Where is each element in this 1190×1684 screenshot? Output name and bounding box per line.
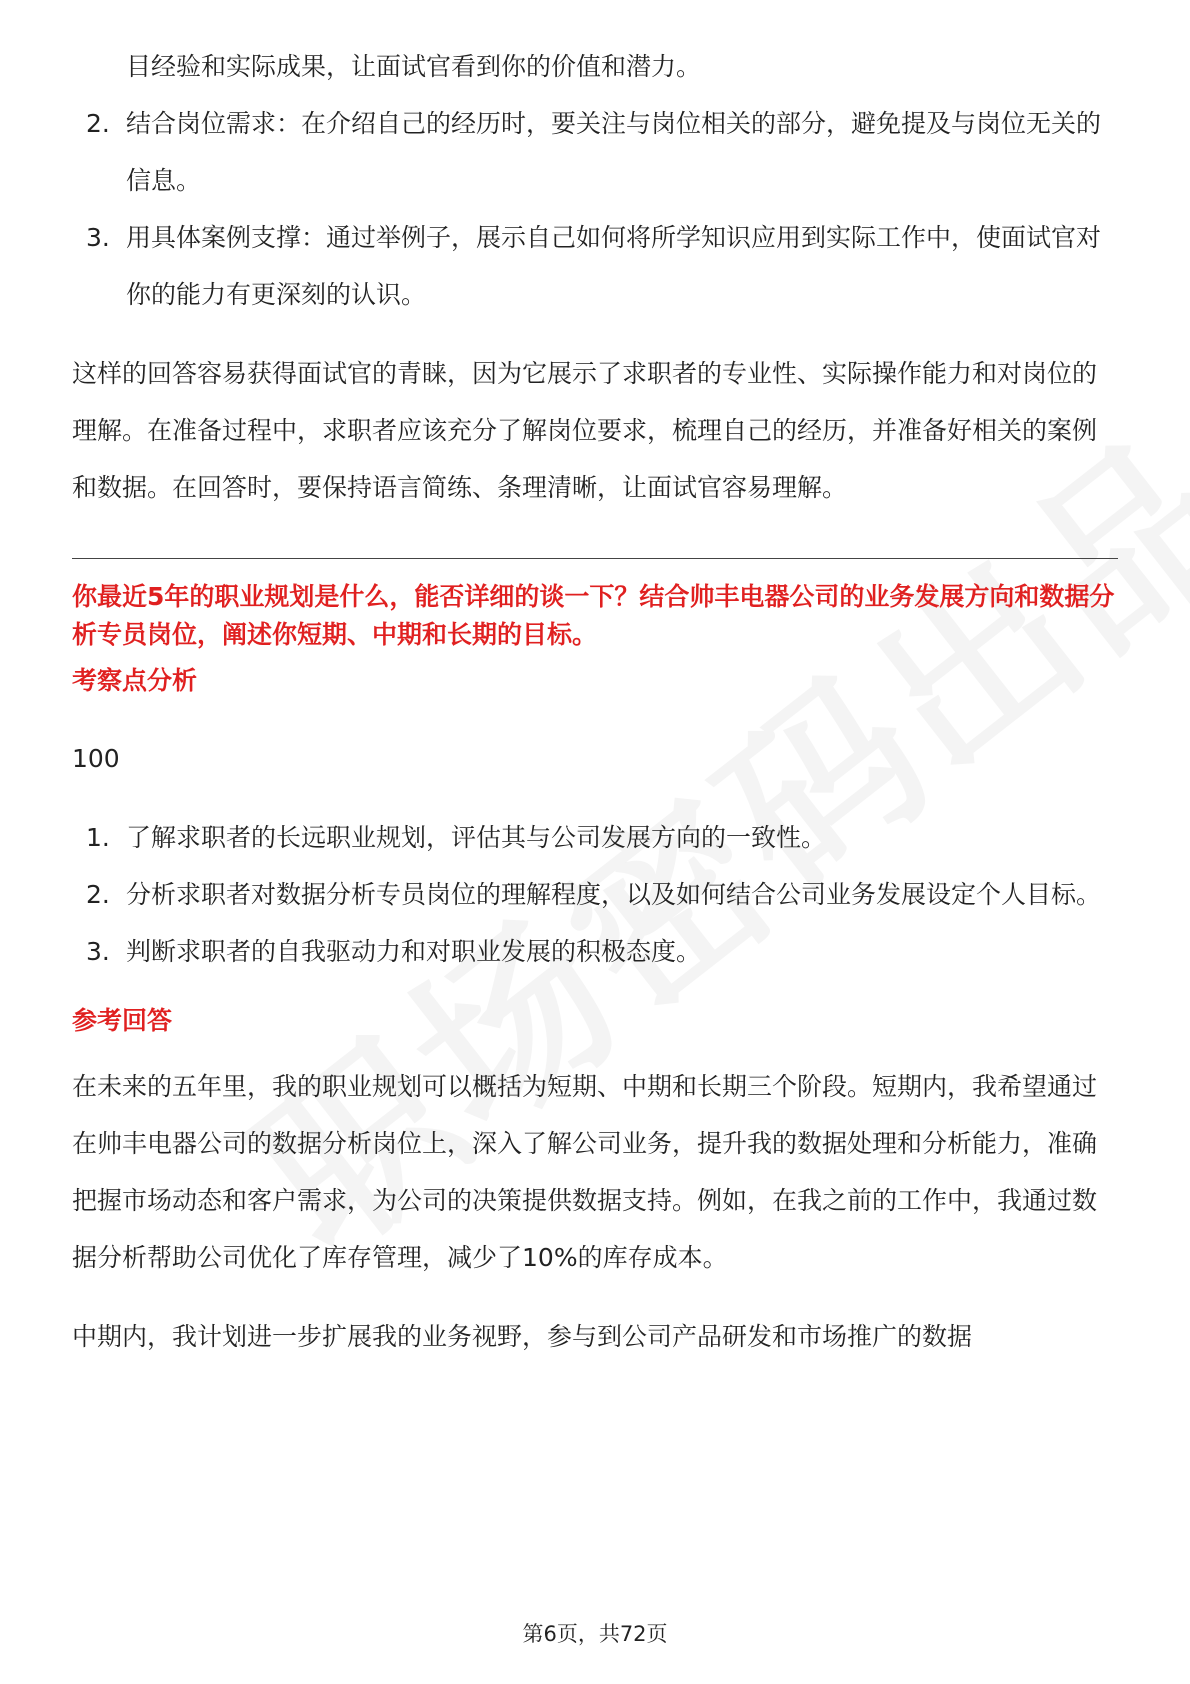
- list-text: 用具体案例支撑：通过举例子，展示自己如何将所学知识应用到实际工作中，使面试官对你的能力有更深刻的认识。: [126, 223, 1102, 309]
- list-text: 判断求职者的自我驱动力和对职业发展的积极态度。: [126, 937, 702, 966]
- list-item: [72, 95, 1118, 209]
- list-item: [72, 809, 1118, 866]
- page-content: [72, 38, 1118, 1365]
- list-number: 3.: [86, 937, 110, 966]
- answer-paragraph: 中期内，我计划进一步扩展我的业务视野，参与到公司产品研发和市场推广的数据: [72, 1322, 973, 1351]
- list-item: [72, 866, 1118, 923]
- top-list: [72, 95, 1118, 323]
- list-text: 分析求职者对数据分析专员岗位的理解程度，以及如何结合公司业务发展设定个人目标。: [126, 880, 1102, 909]
- list-text: 结合岗位需求：在介绍自己的经历时，要关注与岗位相关的部分，避免提及与岗位无关的信息。: [126, 109, 1102, 195]
- list-number: 2.: [86, 880, 110, 909]
- analysis-list: [72, 809, 1118, 980]
- list-number: 2.: [86, 109, 110, 138]
- page-footer: 第6页，共72页: [522, 1622, 668, 1646]
- list-text: 了解求职者的长远职业规划，评估其与公司发展方向的一致性。: [126, 823, 827, 852]
- list-number: 1.: [86, 823, 110, 852]
- summary-paragraph: 这样的回答容易获得面试官的青睐，因为它展示了求职者的专业性、实际操作能力和对岗位的理解。在准备过程中，求职者应该充分了解岗位要求，梳理自己的经历，并准备好相关的案例和数据。在回答时，要保持语言简练、条理清晰，让面试官容易理解。: [72, 359, 1098, 502]
- score-value: 100: [72, 744, 120, 773]
- list-number: 3.: [86, 223, 110, 252]
- answer-heading: 参考回答: [72, 1006, 173, 1035]
- list-item-continuation: 目经验和实际成果，让面试官看到你的价值和潜力。: [126, 52, 702, 81]
- list-item: [72, 923, 1118, 980]
- list-item: [72, 209, 1118, 323]
- analysis-heading: 考察点分析: [72, 666, 198, 695]
- answer-paragraph: 在未来的五年里，我的职业规划可以概括为短期、中期和长期三个阶段。短期内，我希望通过在帅丰电器公司的数据分析岗位上，深入了解公司业务，提升我的数据处理和分析能力，准确把握市场动态和客户需求，为公司的决策提供数据支持。例如，在我之前的工作中，我通过数据分析帮助公司优化了库存管理，减少了10%的库存成本。: [72, 1072, 1098, 1272]
- question-title: 你最近5年的职业规划是什么，能否详细的谈一下？结合帅丰电器公司的业务发展方向和数据分析专员岗位，阐述你短期、中期和长期的目标。: [72, 582, 1115, 649]
